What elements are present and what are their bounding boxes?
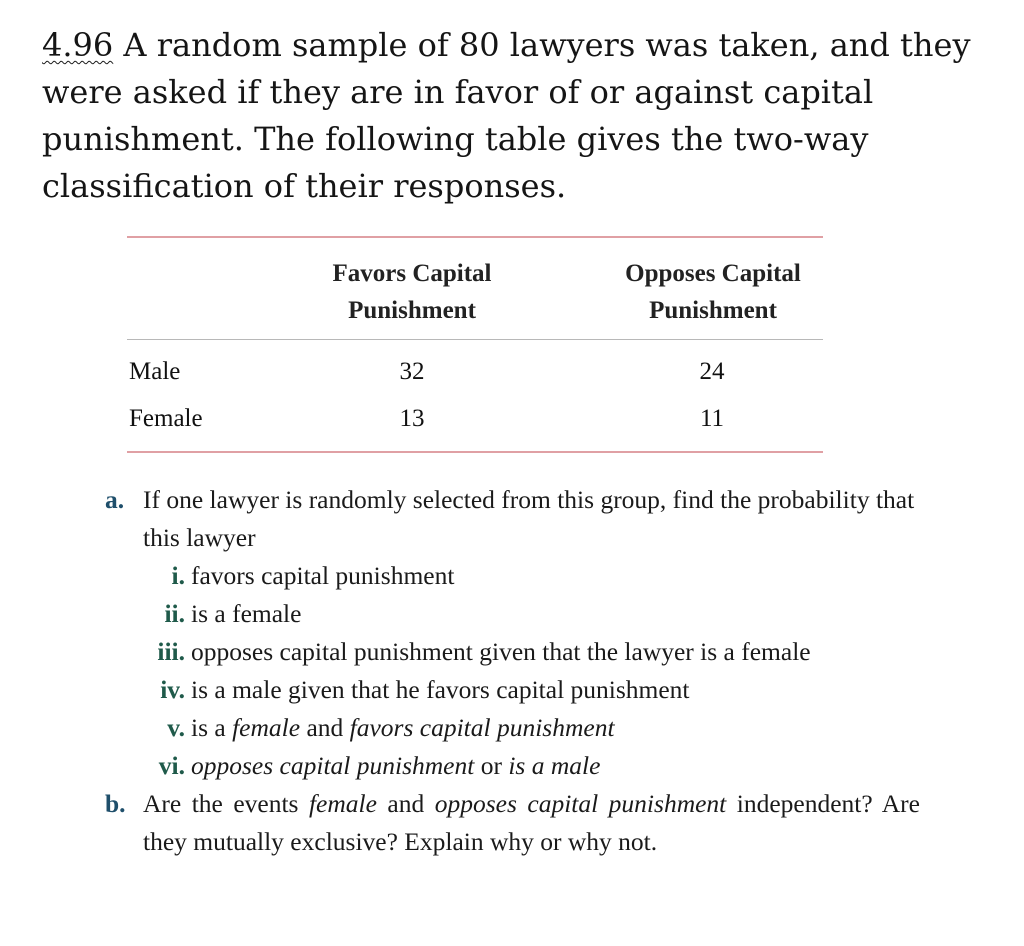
item-text: favors capital punishment bbox=[191, 561, 455, 590]
item-text-emphasis: opposes capital punishment bbox=[191, 751, 475, 780]
question-a-i bbox=[105, 557, 920, 595]
table-top-rule bbox=[127, 236, 823, 238]
question-b-text-post: independent? Are they mutually exclusive? Explain why or why not. bbox=[143, 789, 920, 856]
question-b-text-mid: and bbox=[376, 789, 435, 818]
item-text: is a male given that he favors capital punishment bbox=[191, 675, 690, 704]
problem-intro bbox=[42, 22, 1012, 210]
item-marker: ii. bbox=[164, 599, 185, 628]
question-b-marker: b. bbox=[105, 789, 126, 818]
item-text-mid: or bbox=[474, 751, 509, 780]
item-text: is a female bbox=[191, 599, 302, 628]
item-marker: iv. bbox=[160, 675, 185, 704]
item-text-emphasis: favors capital punishment bbox=[349, 713, 615, 742]
question-a-ii bbox=[105, 595, 920, 633]
question-a-marker: a. bbox=[105, 485, 125, 514]
question-b-text-pre: Are the events bbox=[143, 789, 309, 818]
table-header-rule bbox=[127, 339, 823, 340]
question-a-vi bbox=[105, 747, 920, 785]
cell-female-opposes: 11 bbox=[699, 405, 725, 432]
question-b-emphasis: female bbox=[308, 789, 377, 818]
column-header-opposes bbox=[583, 255, 843, 329]
question-a-iii bbox=[105, 633, 920, 671]
problem-number: 4.96 bbox=[42, 26, 114, 64]
question-b-emphasis: opposes capital punishment bbox=[434, 789, 727, 818]
table-bottom-rule bbox=[127, 451, 823, 453]
item-marker: v. bbox=[167, 713, 185, 742]
question-a bbox=[105, 481, 920, 557]
item-marker: iii. bbox=[157, 637, 185, 666]
question-a-text: If one lawyer is randomly selected from this group, find the probability that this lawyer bbox=[143, 485, 915, 552]
item-text-pre: is a bbox=[191, 713, 233, 742]
item-text-mid: and bbox=[300, 713, 350, 742]
item-text: opposes capital punishment given that the lawyer is a female bbox=[191, 637, 811, 666]
column-header-opposes-line2: Punishment bbox=[649, 297, 777, 324]
question-a-v bbox=[105, 709, 920, 747]
problem-text: A random sample of 80 lawyers was taken, and they were asked if they are in favor of or against capital punishment. The following table gives the two-way classification of their responses. bbox=[42, 26, 971, 205]
item-marker: i. bbox=[171, 561, 185, 590]
column-header-favors bbox=[282, 255, 542, 329]
cell-male-favors: 32 bbox=[399, 358, 425, 385]
item-text-emphasis: female bbox=[232, 713, 301, 742]
questions-block bbox=[105, 481, 920, 861]
row-label-female: Female bbox=[129, 405, 203, 432]
cell-female-favors: 13 bbox=[399, 405, 425, 432]
column-header-favors-line2: Punishment bbox=[348, 297, 476, 324]
question-b bbox=[105, 785, 920, 861]
question-a-iv bbox=[105, 671, 920, 709]
column-header-opposes-line1: Opposes Capital bbox=[625, 260, 801, 287]
row-label-male: Male bbox=[129, 358, 181, 385]
item-marker: vi. bbox=[158, 751, 185, 780]
column-header-favors-line1: Favors Capital bbox=[332, 260, 492, 287]
cell-male-opposes: 24 bbox=[699, 358, 725, 385]
item-text-emphasis: is a male bbox=[508, 751, 601, 780]
